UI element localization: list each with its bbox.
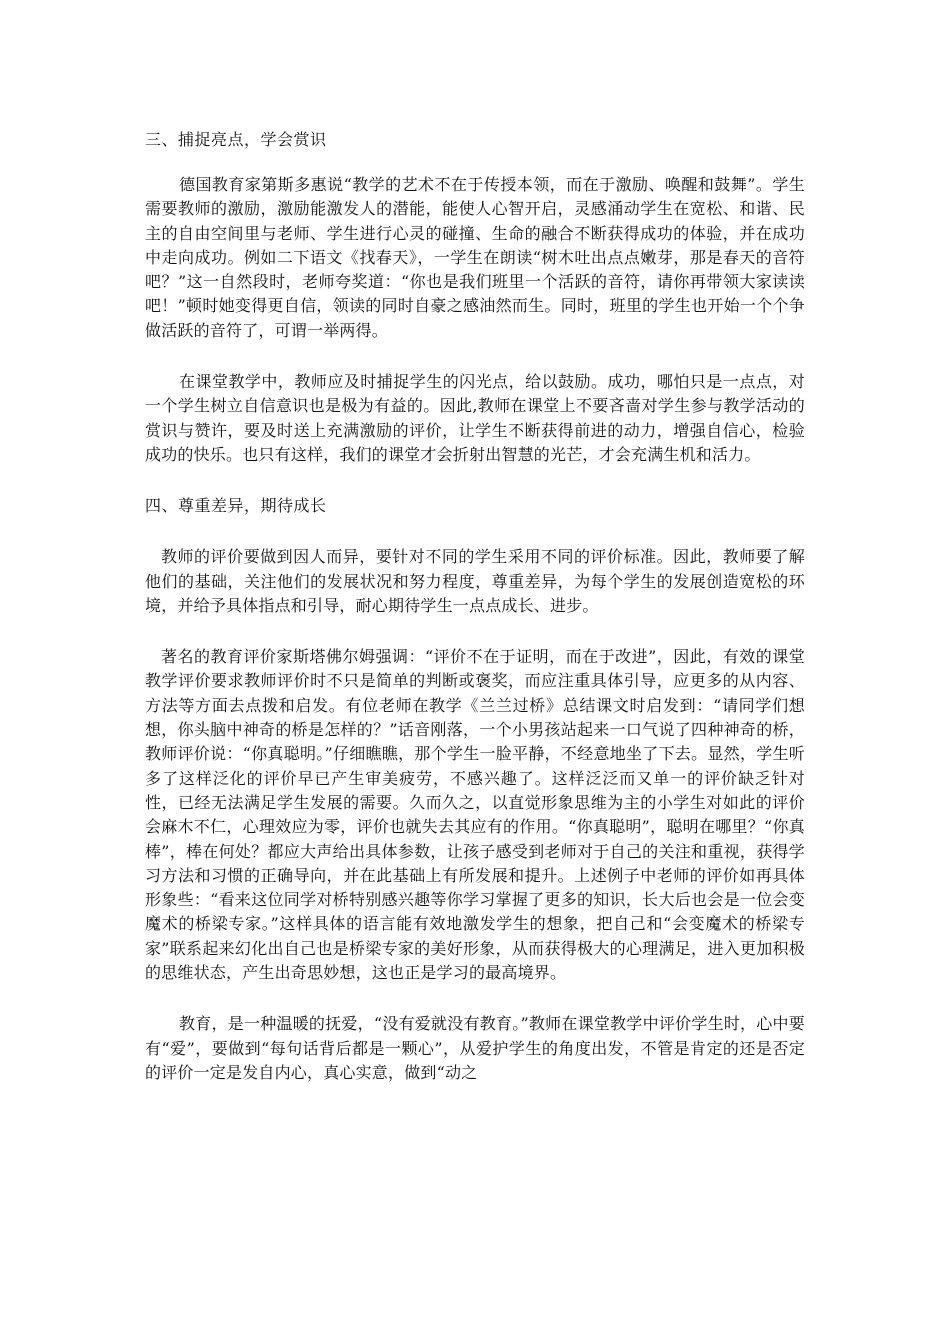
- paragraph: 教师的评价要做到因人而异，要针对不同的学生采用不同的评价标准。因此，教师要了解他们的基础，关注他们的发展状况和努力程度，尊重差异，为每个学生的发展创造宽松的环境，并给予具体指点和引导，耐心期待学生一点点成长、进步。: [145, 547, 805, 615]
- paragraph: 在课堂教学中，教师应及时捕捉学生的闪光点，给以鼓励。成功，哪怕只是一点点，对一个学生树立自信意识也是极为有益的。因此,教师在课堂上不要吝啬对学生参与教学活动的赏识与赞许，要及时送上充满激励的评价，让学生不断获得前进的动力，增强自信心，检验成功的快乐。也只有这样，我们的课堂才会折射出智慧的光芒，才会充满生机和活力。: [145, 372, 805, 464]
- section-heading-3: 三、捕捉亮点，学会赏识: [145, 130, 327, 149]
- paragraph: 著名的教育评价家斯塔佛尔姆强调：“评价不在于证明，而在于改进”，因此，有效的课堂教学评价要求教师评价时不只是简单的判断或褒奖，而应注重具体引导，应更多的从内容、方法等方面去点拨和启发。有位老师在教学《兰兰过桥》总结课文时启发到：“请同学们想想，你头脑中神奇的桥是怎样的？”话音刚落，一个小男孩站起来一口气说了四种神奇的桥，教师评价说：“你真聪明。”仔细瞧瞧，那个学生一脸平静，不经意地坐了下去。显然，学生听多了这样泛化的评价早已产生审美疲劳，不感兴趣了。这样泛泛而又单一的评价缺乏针对性，已经无法满足学生发展的需要。久而久之，以直觉形象思维为主的小学生对如此的评价会麻木不仁，心理效应为零，评价也就失去其应有的作用。“你真聪明”，聪明在哪里？“你真棒”，棒在何处？都应大声给出具体参数，让孩子感受到老师对于自己的关注和重视，获得学习方法和习惯的正确导向，并在此基础上有所发展和提升。上述例子中老师的评价如再具体形象些：“看来这位同学对桥特别感兴趣等你学习掌握了更多的知识，长大后也会是一位会变魔术的桥梁专家。”这样具体的语言能有效地激发学生的想象，把自己和“会变魔术的桥梁专家”联系起来幻化出自己也是桥梁专家的美好形象，从而获得极大的心理满足，进入更加积极的思维状态，产生出奇思妙想，这也正是学习的最高境界。: [145, 647, 805, 983]
- paragraph: 教育，是一种温暖的抚爱，“没有爱就没有教育。”教师在课堂教学中评价学生时，心中要有“爱”，要做到“每句话背后都是一颗心”，从爱护学生的角度出发，不管是肯定的还是否定的评价一定是发自内心，真心实意，做到“动之: [145, 1014, 805, 1082]
- paragraph: 德国教育家第斯多惠说“教学的艺术不在于传授本领，而在于激励、唤醒和鼓舞”。学生需要教师的激励，激励能激发人的潜能，能使人心智开启，灵感涌动学生在宽松、和谐、民主的自由空间里与老师、学生进行心灵的碰撞、生命的融合不断获得成功的体验，并在成功中走向成功。例如二下语文《找春天》，一学生在朗读“树木吐出点点嫩芽，那是春天的音符吧？”这一自然段时，老师夸奖道：“你也是我们班里一个活跃的音符，请你再带领大家读读吧！”顿时她变得更自信，领读的同时自豪之感油然而生。同时，班里的学生也开始一个个争做活跃的音符了，可谓一举两得。: [145, 175, 805, 340]
- document-page: [145, 120, 805, 1085]
- section-heading-4: 四、尊重差异，期待成长: [145, 496, 327, 516]
